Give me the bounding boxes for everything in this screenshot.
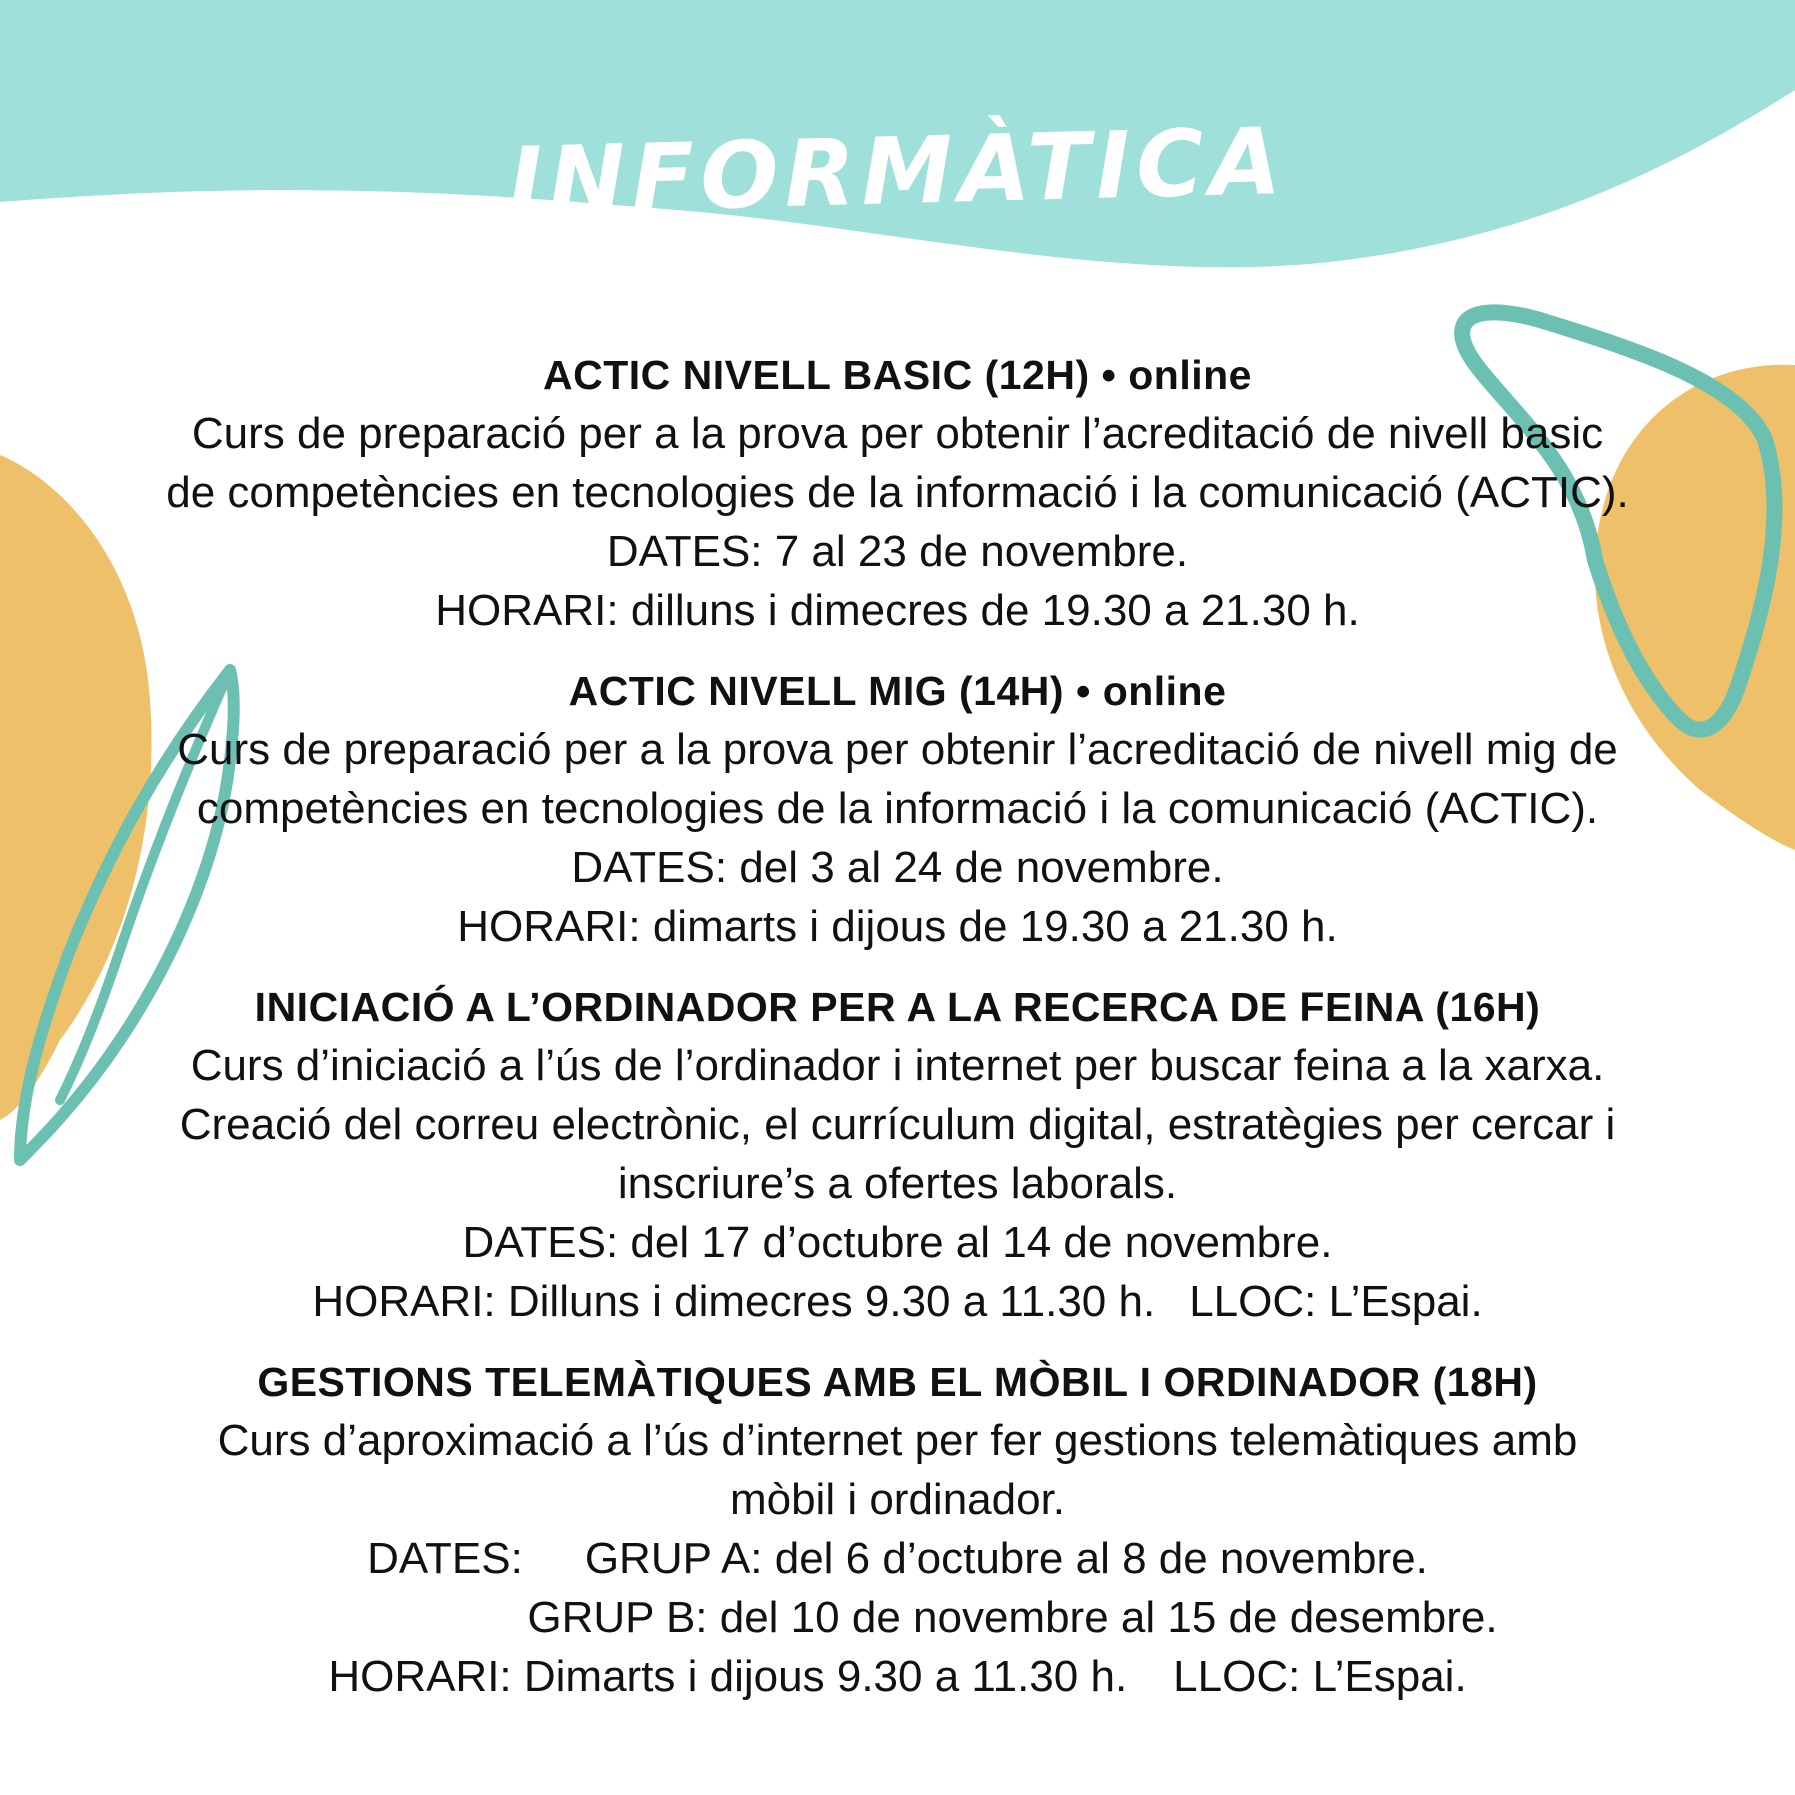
course-schedule: HORARI: Dimarts i dijous 9.30 a 11.30 h. (328, 1652, 1128, 1701)
course-description: inscriure’s a ofertes laborals. (617, 1159, 1178, 1208)
course-mode: online (1102, 668, 1227, 714)
course-actic-mig (90, 662, 1705, 956)
course-title-text: ACTIC NIVELL MIG (14H) (568, 668, 1065, 714)
bullet-separator: • (1075, 668, 1103, 714)
page-title: INFORMÀTICA (506, 107, 1289, 236)
group-b-dates: GRUP B: del 10 de novembre al 15 de desembre. (527, 1593, 1498, 1642)
course-schedule: HORARI: Dilluns i dimecres 9.30 a 11.30 h. (312, 1277, 1156, 1326)
course-description: mòbil i ordinador. (729, 1475, 1066, 1524)
course-schedule: HORARI: dilluns i dimecres de 19.30 a 21.30 h. (435, 586, 1360, 635)
course-schedule-location (90, 1272, 1705, 1331)
course-description: Curs d’iniciació a l’ús de l’ordinador i internet per buscar feina a la xarxa. (190, 1041, 1605, 1090)
course-title-text: ACTIC NIVELL BASIC (12H) (543, 352, 1090, 398)
course-dates-group-b (90, 1588, 1705, 1647)
course-dates: DATES: 7 al 23 de novembre. (606, 527, 1189, 576)
dates-label: DATES: (367, 1534, 523, 1583)
course-description: competències en tecnologies de la informació i la comunicació (ACTIC). (196, 784, 1599, 833)
course-description: Creació del correu electrònic, el currículum digital, estratègies per cercar i (179, 1100, 1616, 1149)
course-title (90, 346, 1705, 404)
course-description: Curs d’aproximació a l’ús d’internet per fer gestions telemàtiques amb (217, 1416, 1578, 1465)
course-mode: online (1128, 352, 1252, 398)
course-description: Curs de preparació per a la prova per obtenir l’acreditació de nivell mig de (177, 725, 1618, 774)
course-dates: DATES: del 3 al 24 de novembre. (571, 843, 1224, 892)
course-title (90, 662, 1705, 720)
course-location: LLOC: L’Espai. (1189, 1277, 1483, 1326)
course-title: GESTIONS TELEMÀTIQUES AMB EL MÒBIL I ORDINADOR (18H) (257, 1359, 1538, 1405)
course-title: INICIACIÓ A L’ORDINADOR PER A LA RECERCA DE FEINA (16H) (254, 984, 1541, 1030)
course-iniciacio-ordinador (90, 978, 1705, 1331)
course-gestions-telematiques (90, 1353, 1705, 1706)
group-a-dates: GRUP A: del 6 d’octubre al 8 de novembre. (584, 1534, 1428, 1583)
course-description: de competències en tecnologies de la informació i la comunicació (ACTIC). (166, 468, 1629, 517)
course-description: Curs de preparació per a la prova per obtenir l’acreditació de nivell basic (191, 409, 1604, 458)
course-actic-basic (90, 346, 1705, 640)
bullet-separator: • (1101, 352, 1129, 398)
course-dates: DATES: del 17 d’octubre al 14 de novembre. (462, 1218, 1333, 1267)
course-dates-group-a (90, 1529, 1705, 1588)
course-schedule: HORARI: dimarts i dijous de 19.30 a 21.30 h. (457, 902, 1338, 951)
course-list (90, 346, 1705, 1728)
course-location: LLOC: L’Espai. (1173, 1652, 1467, 1701)
course-schedule-location (90, 1647, 1705, 1706)
